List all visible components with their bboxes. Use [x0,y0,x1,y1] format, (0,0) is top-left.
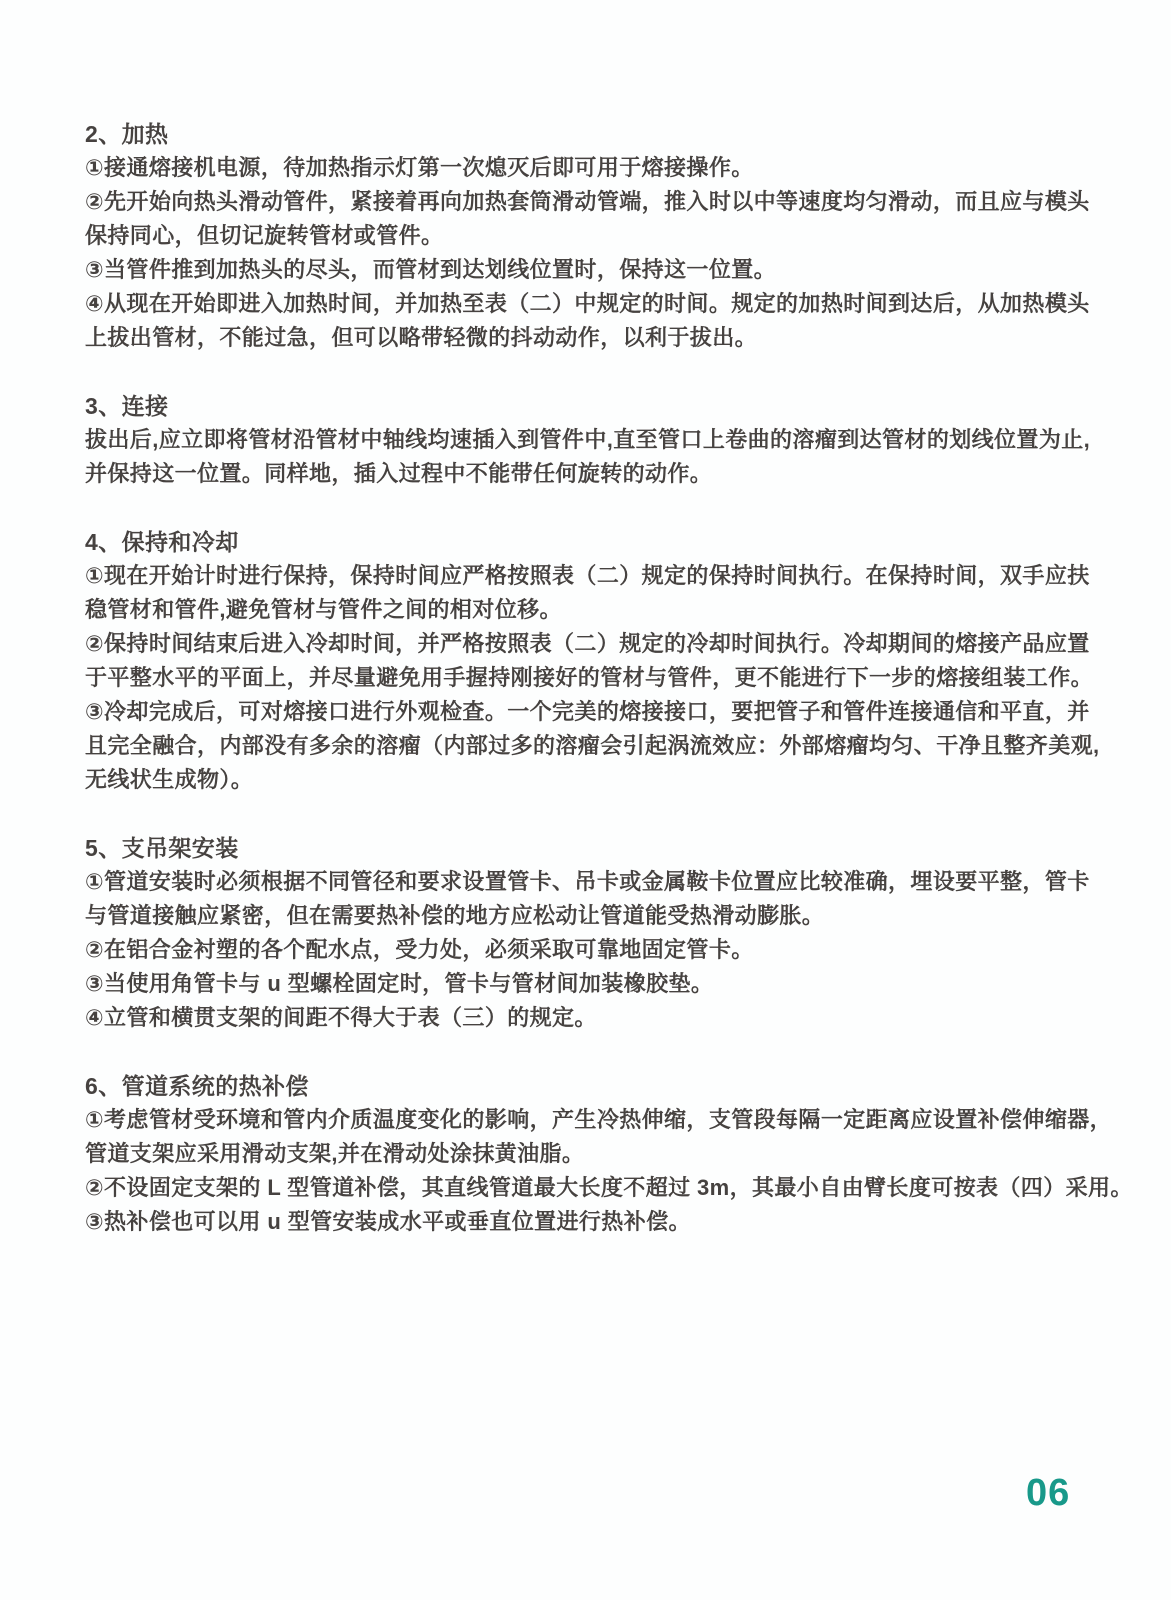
text-line: ①接通熔接机电源，待加热指示灯第一次熄灭后即可用于熔接操作。 [85,155,754,180]
text-line: ④立管和横贯支架的间距不得大于表（三）的规定。 [85,1005,597,1030]
section-heading: 5、支吊架安装 [85,835,239,861]
text-line: ②不设固定支架的 L 型管道补偿，其直线管道最大长度不超过 3m，其最小自由臂长度可按表（四）采用。 [85,1175,1133,1200]
text-line: ③热补偿也可以用 u 型管安装成水平或垂直位置进行热补偿。 [85,1209,691,1234]
instruction-section [85,525,1100,797]
section-heading: 3、连接 [85,393,169,419]
text-line: ①管道安装时必须根据不同管径和要求设置管卡、吊卡或金属鞍卡位置应比较准确，埋设要平整，管卡 [85,869,1090,894]
text-line: 稳管材和管件,避免管材与管件之间的相对位移。 [85,597,562,622]
instruction-section [85,831,1097,1035]
text-line: ①现在开始计时进行保持，保持时间应严格按照表（二）规定的保持时间执行。在保持时间，双手应扶 [85,563,1090,588]
text-line: ②在铝合金衬塑的各个配水点，受力处，必须采取可靠地固定管卡。 [85,937,754,962]
text-line: 与管道接触应紧密，但在需要热补偿的地方应松动让管道能受热滑动膨胀。 [85,903,825,928]
text-line: 保持同心，但切记旋转管材或管件。 [85,223,444,248]
text-line: 管道支架应采用滑动支架,并在滑动处涂抹黄油脂。 [85,1141,585,1166]
text-line: 于平整水平的平面上，并尽量避免用手握持刚接好的管材与管件，更不能进行下一步的熔接组装工作。 [85,665,1094,690]
text-line: ①考虑管材受环境和管内介质温度变化的影响，产生冷热伸缩，支管段每隔一定距离应设置补偿伸缩器， [85,1107,1113,1132]
text-line: 上拔出管材，不能过急，但可以略带轻微的抖动动作，以利于拔出。 [85,325,758,350]
text-line: ③当管件推到加热头的尽头，而管材到达划线位置时，保持这一位置。 [85,257,777,282]
section-heading: 2、加热 [85,121,169,147]
instruction-section [85,117,1097,355]
text-line: ②保持时间结束后进入冷却时间，并严格按照表（二）规定的冷却时间执行。冷却期间的熔接产品应置 [85,631,1090,656]
section-heading: 4、保持和冷却 [85,529,239,555]
text-line: ②先开始向热头滑动管件，紧接着再向加热套筒滑动管端，推入时以中等速度均匀滑动，而且应与模头 [85,189,1090,214]
text-line: 无线状生成物）。 [85,767,254,792]
instruction-section [85,389,1097,491]
text-line: ④从现在开始即进入加热时间，并加热至表（二）中规定的时间。规定的加热时间到达后，从加热模头 [85,291,1090,316]
page-number: 06 [1026,1472,1071,1514]
text-line: 且完全融合，内部没有多余的溶瘤（内部过多的溶瘤会引起涡流效应：外部熔瘤均匀、干净且整齐美观, [85,733,1100,758]
text-line: 拔出后,应立即将管材沿管材中轴线均速插入到管件中,直至管口上卷曲的溶瘤到达管材的划线位置为止, [85,427,1091,452]
instructions-content [85,117,1133,1273]
instruction-section [85,1069,1133,1239]
text-line: ③当使用角管卡与 u 型螺栓固定时，管卡与管材间加装橡胶垫。 [85,971,714,996]
section-heading: 6、管道系统的热补偿 [85,1073,309,1099]
text-line: ③冷却完成后，可对熔接口进行外观检查。一个完美的熔接接口，要把管子和管件连接通信和平直，并 [85,699,1090,724]
text-line: 并保持这一位置。同样地，插入过程中不能带任何旋转的动作。 [85,461,713,486]
